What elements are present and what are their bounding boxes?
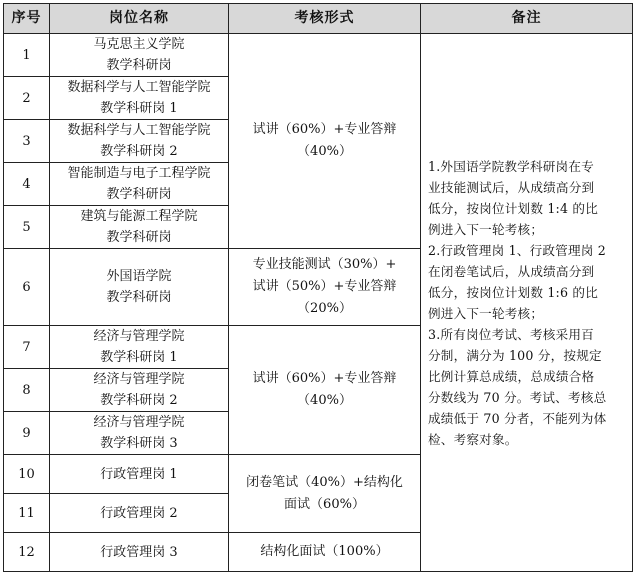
assessment-group-5: [229, 533, 421, 572]
remark-1: [428, 156, 626, 240]
position-cell: [50, 369, 229, 412]
position-dept: 数据科学与人工智能学院: [67, 80, 211, 95]
position-role: 教学科研岗 1: [100, 101, 178, 116]
table-header-row: [4, 4, 633, 34]
position-role: 行政管理岗 3: [100, 544, 178, 560]
table-row: [4, 34, 633, 77]
assessment-line: 面试（60%）: [284, 496, 365, 512]
remark-line: 例进入下一轮考核；: [428, 305, 544, 321]
remark-line: 低分，按岗位计划数 1:4 的比: [428, 200, 599, 216]
position-cell: [50, 494, 229, 533]
position-dept: 经济与管理学院: [93, 372, 185, 387]
remark-line: 3.所有岗位考试、考核采用百: [428, 326, 594, 342]
remark-line: 成绩低于 70 分者，不能列为体: [428, 410, 607, 426]
position-cell: [50, 34, 229, 77]
position-dept: 马克思主义学院: [93, 37, 185, 52]
position-role: 教学科研岗 2: [100, 144, 178, 159]
position-cell: [50, 163, 229, 206]
header-remarks: 备注: [421, 4, 633, 34]
row-index: 3: [4, 120, 50, 163]
remark-line: 1.外国语学院教学科研岗在专: [428, 158, 594, 174]
position-cell: [50, 77, 229, 120]
remark-2: [428, 240, 626, 324]
position-role: 教学科研岗 1: [100, 350, 178, 365]
position-cell: [50, 120, 229, 163]
row-index: 5: [4, 206, 50, 249]
remark-line: 低分，按岗位计划数 1:6 的比: [428, 284, 599, 300]
position-role: 教学科研岗: [106, 58, 172, 73]
position-role: 教学科研岗 2: [100, 393, 178, 408]
position-dept: 经济与管理学院: [93, 329, 185, 344]
position-cell: [50, 326, 229, 369]
row-index: 7: [4, 326, 50, 369]
position-dept: 经济与管理学院: [93, 415, 185, 430]
position-cell: [50, 206, 229, 249]
position-cell: [50, 249, 229, 326]
assessment-line: （40%）: [297, 393, 352, 408]
row-index: 4: [4, 163, 50, 206]
position-role: 行政管理岗 1: [100, 466, 178, 482]
header-position: 岗位名称: [50, 4, 229, 34]
position-cell: [50, 412, 229, 455]
assessment-group-2: [229, 249, 421, 326]
position-dept: 外国语学院: [106, 269, 172, 284]
row-index: 8: [4, 369, 50, 412]
row-index: 1: [4, 34, 50, 77]
row-index: 2: [4, 77, 50, 120]
assessment-line: 试讲（60%）+专业答辩: [252, 371, 397, 386]
assessment-line: 试讲（60%）+专业答辩: [252, 122, 397, 137]
row-index: 9: [4, 412, 50, 455]
remark-line: 检、考察对象。: [428, 431, 518, 447]
assessment-line: 闭卷笔试（40%）+结构化: [246, 474, 403, 490]
position-role: 教学科研岗: [106, 187, 172, 202]
position-dept: 智能制造与电子工程学院: [67, 166, 211, 181]
header-index: 序号: [4, 4, 50, 34]
assessment-group-4: [229, 455, 421, 533]
remark-line: 例进入下一轮考核；: [428, 221, 544, 237]
position-role: 教学科研岗: [106, 230, 172, 245]
assessment-line: （20%）: [297, 301, 352, 316]
remark-line: 业技能测试后，从成绩高分到: [428, 179, 595, 195]
header-assessment: 考核形式: [229, 4, 421, 34]
remark-line: 分制，满分为 100 分，按规定: [428, 347, 602, 363]
position-role: 教学科研岗: [106, 290, 172, 305]
position-dept: 数据科学与人工智能学院: [67, 123, 211, 138]
remark-3: [428, 324, 626, 450]
position-cell: [50, 533, 229, 572]
remark-line: 2.行政管理岗 1、行政管理岗 2: [428, 242, 606, 258]
remark-line: 在闭卷笔试后，从成绩高分到: [428, 263, 595, 279]
assessment-group-3: [229, 326, 421, 455]
assessment-line: （40%）: [297, 144, 352, 159]
assessment-line: 专业技能测试（30%）+: [252, 257, 397, 272]
position-dept: 建筑与能源工程学院: [80, 209, 198, 224]
position-role: 教学科研岗 3: [100, 436, 178, 451]
assessment-line: 结构化面试（100%）: [260, 544, 389, 559]
row-index: 12: [4, 533, 50, 572]
position-cell: [50, 455, 229, 494]
exam-table: [3, 3, 633, 572]
assessment-group-1: [229, 34, 421, 249]
assessment-line: 试讲（50%）+专业答辩: [252, 279, 397, 294]
remarks-cell: [421, 34, 633, 572]
remark-line: 分数线为 70 分。考试、考核总: [428, 389, 607, 405]
remark-line: 比例计算总成绩，总成绩合格: [428, 368, 595, 384]
position-role: 行政管理岗 2: [100, 505, 178, 521]
row-index: 10: [4, 455, 50, 494]
row-index: 11: [4, 494, 50, 533]
row-index: 6: [4, 249, 50, 326]
